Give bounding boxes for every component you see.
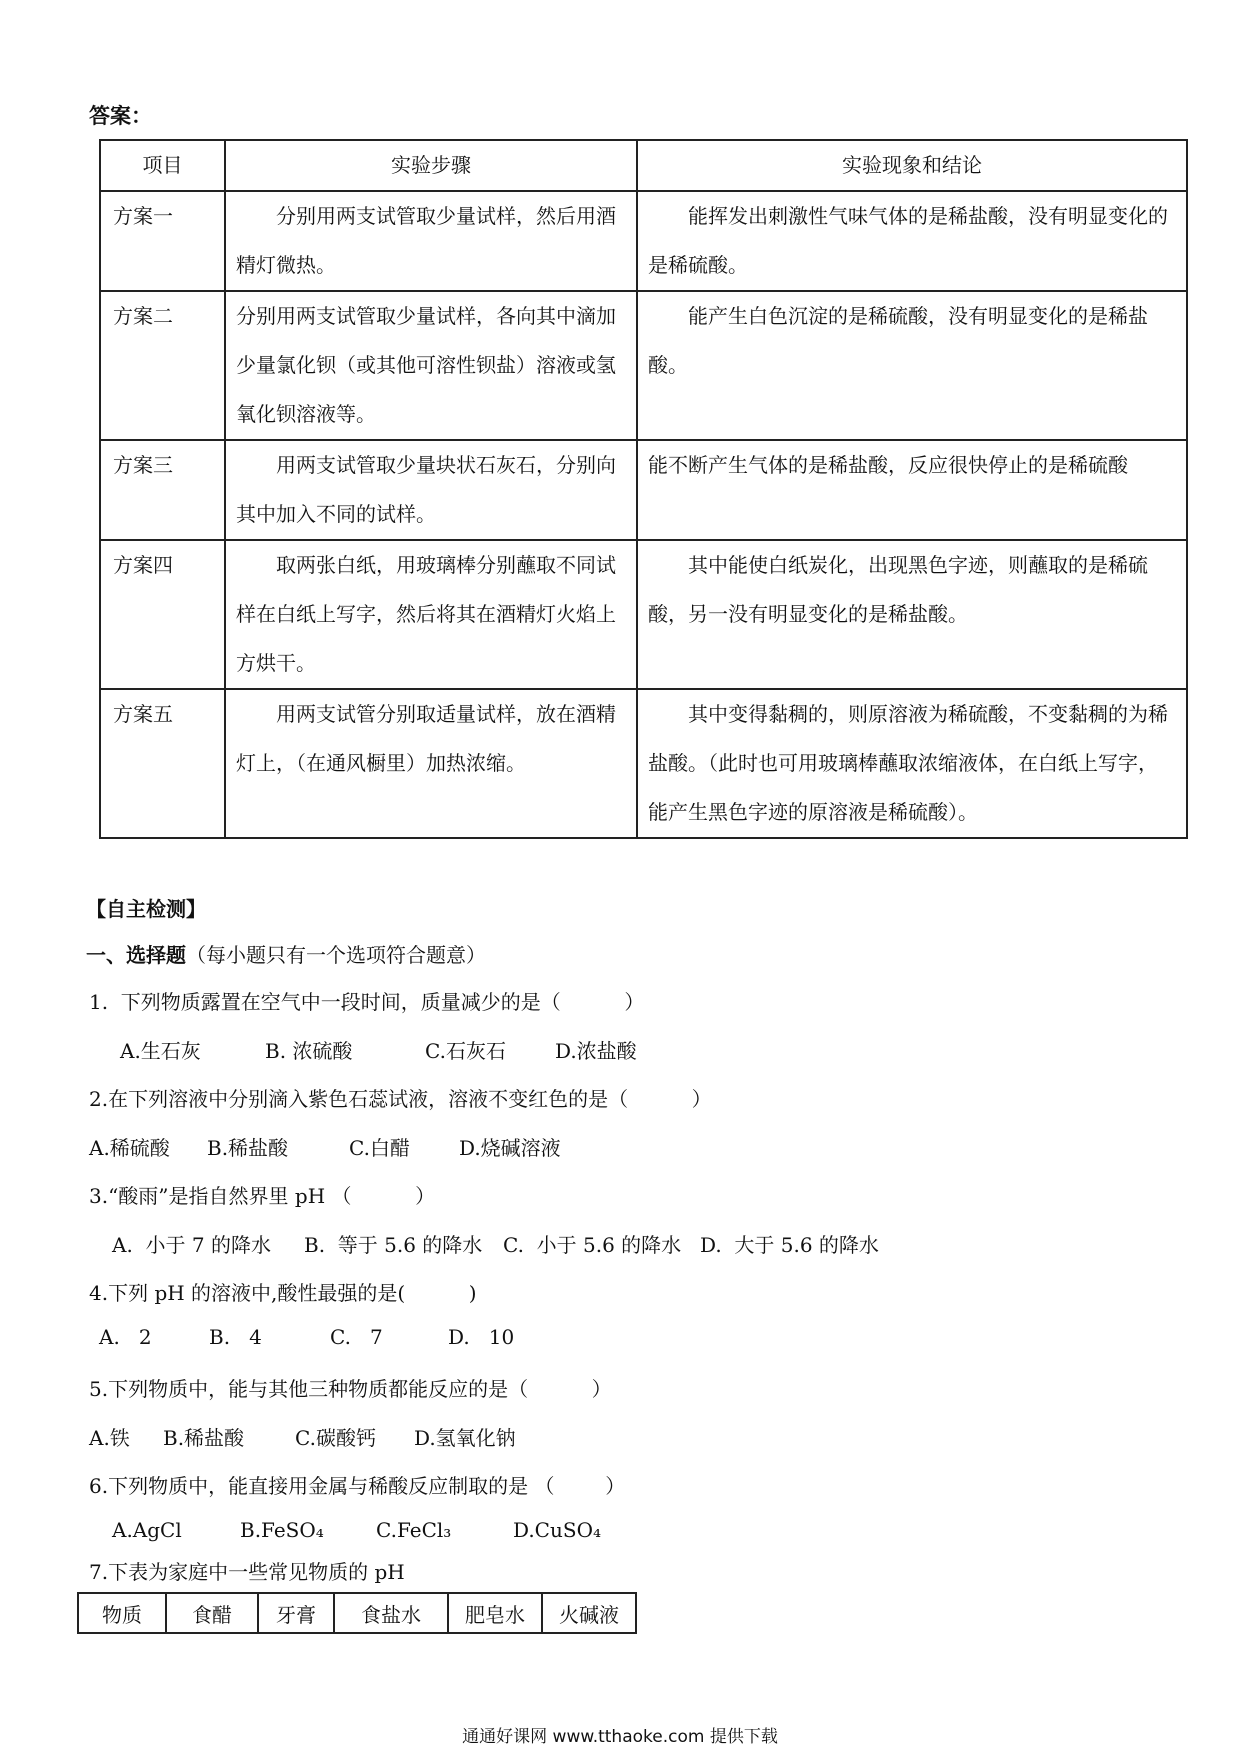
q4-option-b: B. 4 <box>209 1325 262 1349</box>
q2-option-c: C.白醋 <box>349 1136 410 1160</box>
row-result: 能产生白色沉淀的是稀硫酸，没有明显变化的是稀盐酸。 <box>637 291 1187 440</box>
q6-option-c: C.FeCl₃ <box>376 1518 452 1542</box>
question-4: 4.下列 pH 的溶液中,酸性最强的是( ) <box>89 1281 477 1305</box>
row-steps: 用两支试管取少量块状石灰石，分别向其中加入不同的试样。 <box>225 440 637 540</box>
ph-table-cell: 食盐水 <box>334 1593 448 1633</box>
q6-option-d: D.CuSO₄ <box>513 1518 601 1542</box>
question-6: 6.下列物质中，能直接用金属与稀酸反应制取的是 （ ） <box>89 1474 626 1498</box>
q3-option-d: D. 大于 5.6 的降水 <box>700 1233 879 1257</box>
q2-option-b: B.稀盐酸 <box>207 1136 289 1160</box>
q1-option-c: C.石灰石 <box>425 1039 506 1063</box>
ph-table-cell: 火碱液 <box>542 1593 636 1633</box>
ph-table-cell: 肥皂水 <box>448 1593 542 1633</box>
choice-section-heading <box>86 939 486 968</box>
ph-table-cell: 食醋 <box>166 1593 258 1633</box>
q2-option-a: A.稀硫酸 <box>89 1136 170 1160</box>
q6-option-b: B.FeSO₄ <box>240 1518 324 1542</box>
question-1: 1. 下列物质露置在空气中一段时间，质量减少的是（ ） <box>89 990 645 1014</box>
row-result: 其中变得黏稠的，则原溶液为稀硫酸，不变黏稠的为稀盐酸。（此时也可用玻璃棒蘸取浓缩液体，在白纸上写字，能产生黑色字迹的原溶液是稀硫酸）。 <box>637 689 1187 838</box>
answer-title: 答案： <box>89 104 152 128</box>
q1-option-b: B. 浓硫酸 <box>265 1039 353 1063</box>
row-label: 方案一 <box>100 191 225 291</box>
q5-option-a: A.铁 <box>89 1426 130 1450</box>
row-steps: 分别用两支试管取少量试样，然后用酒精灯微热。 <box>225 191 637 291</box>
table-row <box>100 440 1187 540</box>
question-7: 7.下表为家庭中一些常见物质的 pH <box>89 1560 405 1584</box>
answer-table <box>99 139 1188 839</box>
table-row <box>100 689 1187 838</box>
row-result: 其中能使白纸炭化，出现黑色字迹，则蘸取的是稀硫酸，另一没有明显变化的是稀盐酸。 <box>637 540 1187 689</box>
q1-option-d: D.浓盐酸 <box>555 1039 637 1063</box>
choice-section-note: （每小题只有一个选项符合题意） <box>186 943 486 967</box>
row-steps: 取两张白纸，用玻璃棒分别蘸取不同试样在白纸上写字，然后将其在酒精灯火焰上方烘干。 <box>225 540 637 689</box>
question-5: 5.下列物质中，能与其他三种物质都能反应的是（ ） <box>89 1377 612 1401</box>
choice-section-label: 一、选择题 <box>86 943 186 967</box>
q3-option-b: B. 等于 5.6 的降水 <box>304 1233 483 1257</box>
q3-option-a: A. 小于 7 的降水 <box>112 1233 271 1257</box>
question-3: 3.“酸雨”是指自然界里 pH （ ） <box>89 1184 436 1208</box>
q5-option-d: D.氢氧化钠 <box>414 1426 516 1450</box>
q3-option-c: C. 小于 5.6 的降水 <box>503 1233 682 1257</box>
answer-table-header <box>100 140 1187 191</box>
q2-option-d: D.烧碱溶液 <box>459 1136 561 1160</box>
ph-table-cell: 物质 <box>78 1593 166 1633</box>
q6-option-a: A.AgCl <box>112 1518 182 1542</box>
question-2: 2.在下列溶液中分别滴入紫色石蕊试液，溶液不变红色的是（ ） <box>89 1087 712 1111</box>
header-result: 实验现象和结论 <box>637 140 1187 191</box>
row-label: 方案五 <box>100 689 225 838</box>
ph-table <box>77 1592 637 1634</box>
header-steps: 实验步骤 <box>225 140 637 191</box>
q4-option-c: C. 7 <box>330 1325 383 1349</box>
table-row <box>100 191 1187 291</box>
q1-option-a: A.生石灰 <box>120 1039 201 1063</box>
q4-option-a: A. 2 <box>99 1325 152 1349</box>
q4-option-d: D. 10 <box>448 1325 515 1349</box>
self-check-title-text: 【自主检测】 <box>86 897 206 921</box>
row-steps: 用两支试管分别取适量试样，放在酒精灯上，（在通风橱里）加热浓缩。 <box>225 689 637 838</box>
row-steps: 分别用两支试管取少量试样，各向其中滴加少量氯化钡（或其他可溶性钡盐）溶液或氢氧化钡溶液等。 <box>225 291 637 440</box>
header-project: 项目 <box>100 140 225 191</box>
row-result: 能不断产生气体的是稀盐酸，反应很快停止的是稀硫酸 <box>637 440 1187 540</box>
page-footer: 通通好课网 www.tthaoke.com 提供下载 <box>462 1727 778 1747</box>
ph-table-cell: 牙膏 <box>258 1593 334 1633</box>
table-row <box>78 1593 636 1633</box>
row-result: 能挥发出刺激性气味气体的是稀盐酸，没有明显变化的是稀硫酸。 <box>637 191 1187 291</box>
row-label: 方案三 <box>100 440 225 540</box>
row-label: 方案四 <box>100 540 225 689</box>
table-row <box>100 291 1187 440</box>
q5-option-c: C.碳酸钙 <box>295 1426 376 1450</box>
q5-option-b: B.稀盐酸 <box>163 1426 245 1450</box>
self-check-title <box>86 893 206 922</box>
row-label: 方案二 <box>100 291 225 440</box>
table-row <box>100 540 1187 689</box>
